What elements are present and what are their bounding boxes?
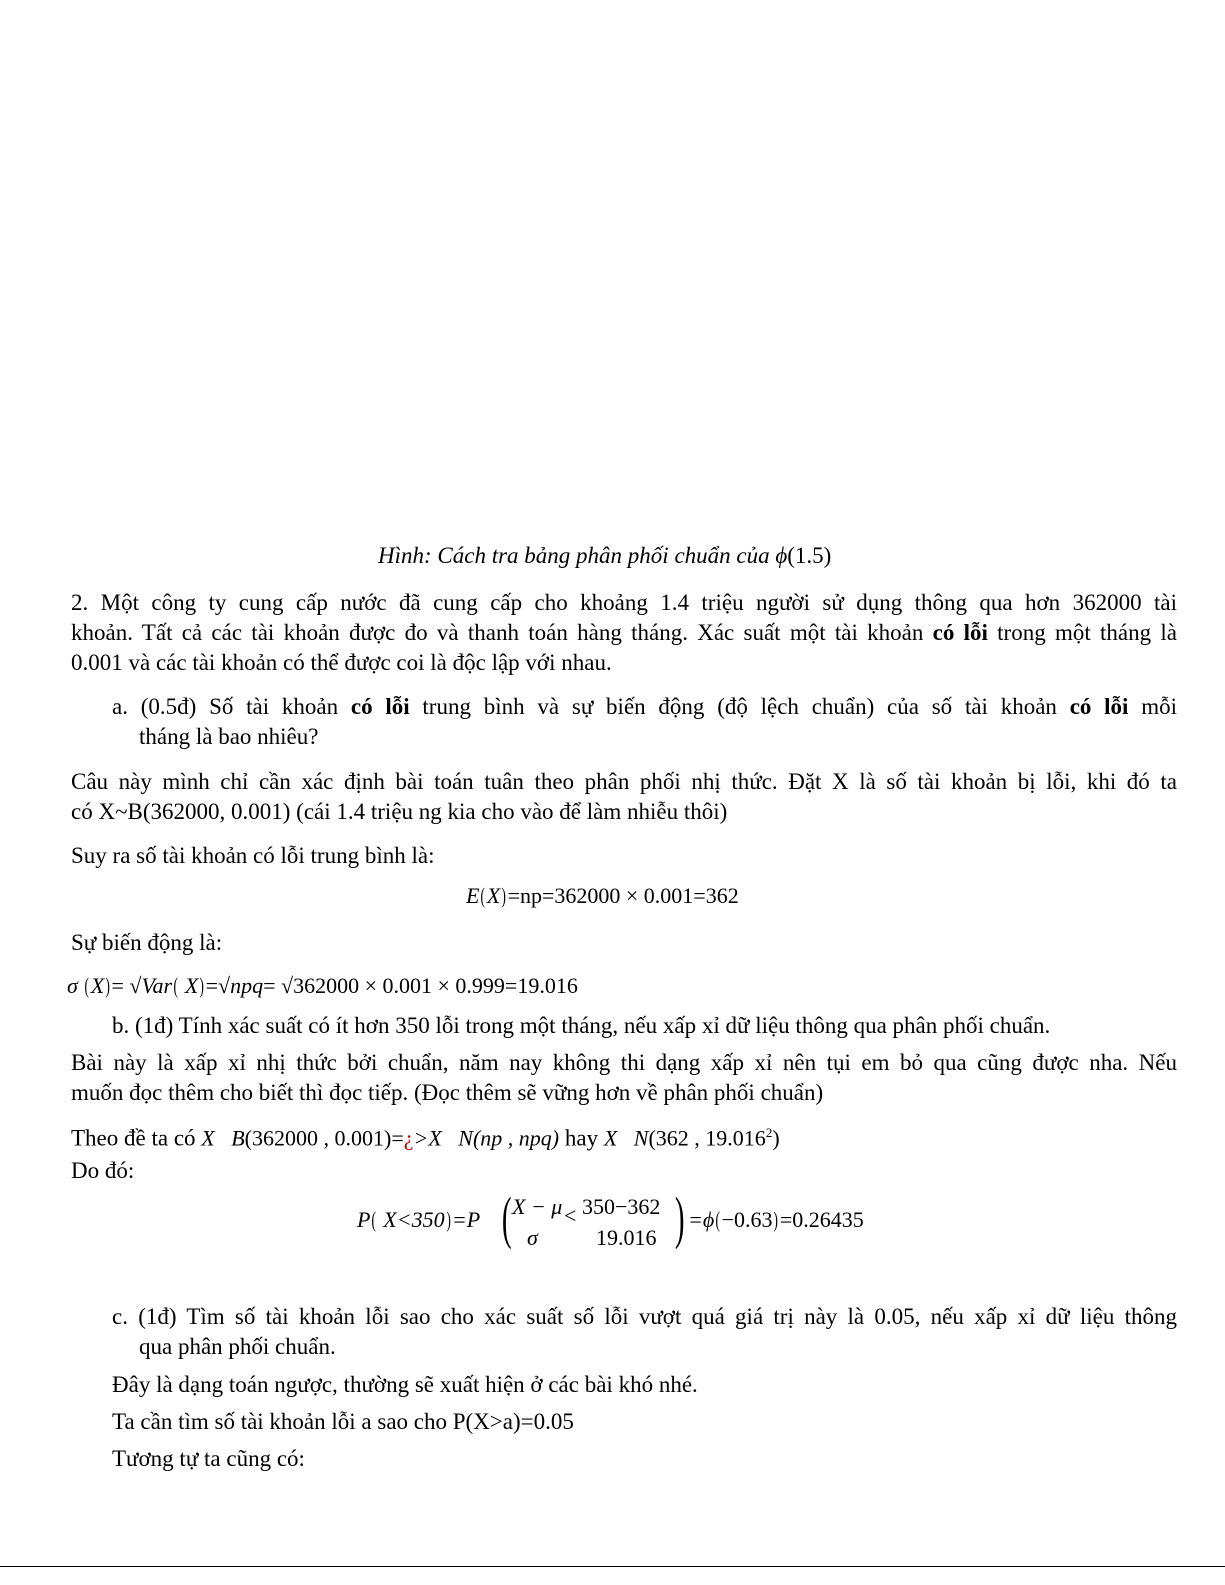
part-a-line-2: tháng là bao nhiêu? <box>139 724 319 749</box>
theo-hay: hay <box>559 1125 604 1151</box>
part-a-bold-1: có lỗi <box>350 694 410 719</box>
prob-lhs: P( X<350)=P <box>357 1207 481 1232</box>
part-c-similar: Tương tự ta cũng có: <box>112 1446 305 1471</box>
page-bottom-rule <box>0 1566 1225 1567</box>
problem-line-2-pre: khoản. Tất cả các tài khoản được đo và thanh toán hàng tháng. Xác suất một tài khoản <box>71 620 933 645</box>
part-a-bold-2: có lỗi <box>1069 694 1129 719</box>
theo-superscript: 2 <box>765 1125 773 1140</box>
part-c-question <box>112 1302 1177 1362</box>
mean-eq-lhs: E <box>466 883 480 908</box>
prob-num-left: X − μ <box>512 1194 563 1219</box>
prob-den-right: 19.016 <box>596 1225 657 1250</box>
caption-phi-symbol: ϕ <box>775 543 788 568</box>
problem-line-2-bold: có lỗi <box>932 620 988 645</box>
answer-b <box>71 1048 1177 1108</box>
mean-intro: Suy ra số tài khoản có lỗi trung bình là: <box>71 843 435 868</box>
part-c-line-2: qua phân phối chuẩn. <box>139 1334 336 1359</box>
problem-statement <box>71 588 1177 678</box>
prob-den-left: σ <box>527 1225 538 1250</box>
theo-math-1: X B <box>201 1125 245 1151</box>
theo-eq: = <box>391 1125 404 1151</box>
big-paren-right: ) <box>674 1185 685 1250</box>
answer-a-line-2: có X~B(362000, 0.001) (cái 1.4 triệu ng kia cho vào để làm nhiễu thôi) <box>71 799 728 824</box>
answer-a-line-1: Câu này mình chỉ cần xác định bài toán tuân theo phân phối nhị thức. Đặt X là số tài khoản bị lỗi, khi đó ta <box>71 769 1177 794</box>
prob-lt: < <box>564 1203 577 1228</box>
mean-eq-arg: X <box>486 883 501 908</box>
answer-a <box>71 767 1177 827</box>
part-a-question <box>112 692 1177 752</box>
theo-close: ) <box>772 1125 780 1151</box>
caption-text: Hình: Cách tra bảng phân phối chuẩn của <box>378 543 776 568</box>
do-do: Do đó: <box>71 1158 135 1183</box>
part-c-find: Ta cần tìm số tài khoản lỗi a sao cho P(X>a)=0.05 <box>112 1409 574 1434</box>
sd-eq-part2: =√ <box>205 973 231 998</box>
answer-b-line-2: muốn đọc thêm cho biết thì đọc tiếp. (Đọc thêm sẽ vững hơn về phân phối chuẩn) <box>71 1080 824 1105</box>
sd-eq-var: Var <box>141 973 173 998</box>
mean-equation: E(X)=np=362000 × 0.001=362 <box>466 883 739 908</box>
prob-rhs: =ϕ(−0.63)=0.26435 <box>688 1207 864 1232</box>
distribution-statement <box>71 1118 780 1154</box>
part-c-note: Đây là dạng toán ngược, thường sẽ xuất hiện ở các bài khó nhé. <box>112 1372 698 1397</box>
part-a-mid: trung bình và sự biến động (độ lệch chuẩn) của số tài khoản <box>409 694 1070 719</box>
sd-eq-npq: npq <box>230 973 264 998</box>
sd-intro: Sự biến động là: <box>71 930 223 955</box>
figure-caption <box>378 541 831 571</box>
theo-math-6: (362 , 19.016 <box>648 1125 766 1151</box>
sd-eq-x2: X <box>184 973 199 998</box>
theo-math-3: >X N <box>413 1125 473 1151</box>
part-a-line-1 <box>112 692 1177 722</box>
theo-math-2: (362000 , 0.001) <box>244 1125 392 1151</box>
problem-line-2 <box>71 618 1177 648</box>
part-a-pre: a. (0.5đ) Số tài khoản <box>112 694 351 719</box>
sd-eq-part1: = √ <box>111 973 142 998</box>
problem-line-2-post: trong một tháng là <box>987 620 1177 645</box>
answer-b-line-1: Bài này là xấp xỉ nhị thức bởi chuẩn, năm nay không thi dạng xấp xỉ nên tụi em bỏ qua cũng được nha. Nếu <box>71 1050 1177 1075</box>
part-b-question: b. (1đ) Tính xác suất có ít hơn 350 lỗi trong một tháng, nếu xấp xỉ dữ liệu thông qua phân phối chuẩn. <box>112 1013 1051 1038</box>
mean-eq-rhs: =np=362000 × 0.001=362 <box>507 883 739 908</box>
part-a-post: mỗi <box>1128 694 1178 719</box>
theo-inverted-question: ¿ <box>403 1125 414 1151</box>
theo-prefix: Theo đề ta có <box>71 1125 202 1151</box>
big-paren-left: ( <box>501 1185 512 1250</box>
problem-line-1: 2. Một công ty cung cấp nước đã cung cấp cho khoảng 1.4 triệu người sử dụng thông qua hơn 362000 tài <box>71 590 1177 615</box>
theo-math-4: (np , npq) <box>472 1125 560 1151</box>
sd-equation: σ (X)= √Var( X)=√npq= √362000 × 0.001 × 0.999=19.016 <box>67 973 578 998</box>
theo-math-5: X N <box>603 1125 649 1151</box>
problem-line-3: 0.001 và các tài khoản có thể được coi là độc lập với nhau. <box>71 650 612 675</box>
prob-num-right: 350−362 <box>582 1194 661 1219</box>
part-c-line-1: c. (1đ) Tìm số tài khoản lỗi sao cho xác suất số lỗi vượt quá giá trị này là 0.05, nếu xấp xỉ dữ liệu thông <box>112 1304 1177 1329</box>
sd-eq-x: X <box>90 973 105 998</box>
sd-eq-sigma: σ <box>67 973 78 998</box>
caption-value: (1.5) <box>787 543 832 568</box>
sd-eq-part3: = √362000 × 0.001 × 0.999=19.016 <box>263 973 578 998</box>
